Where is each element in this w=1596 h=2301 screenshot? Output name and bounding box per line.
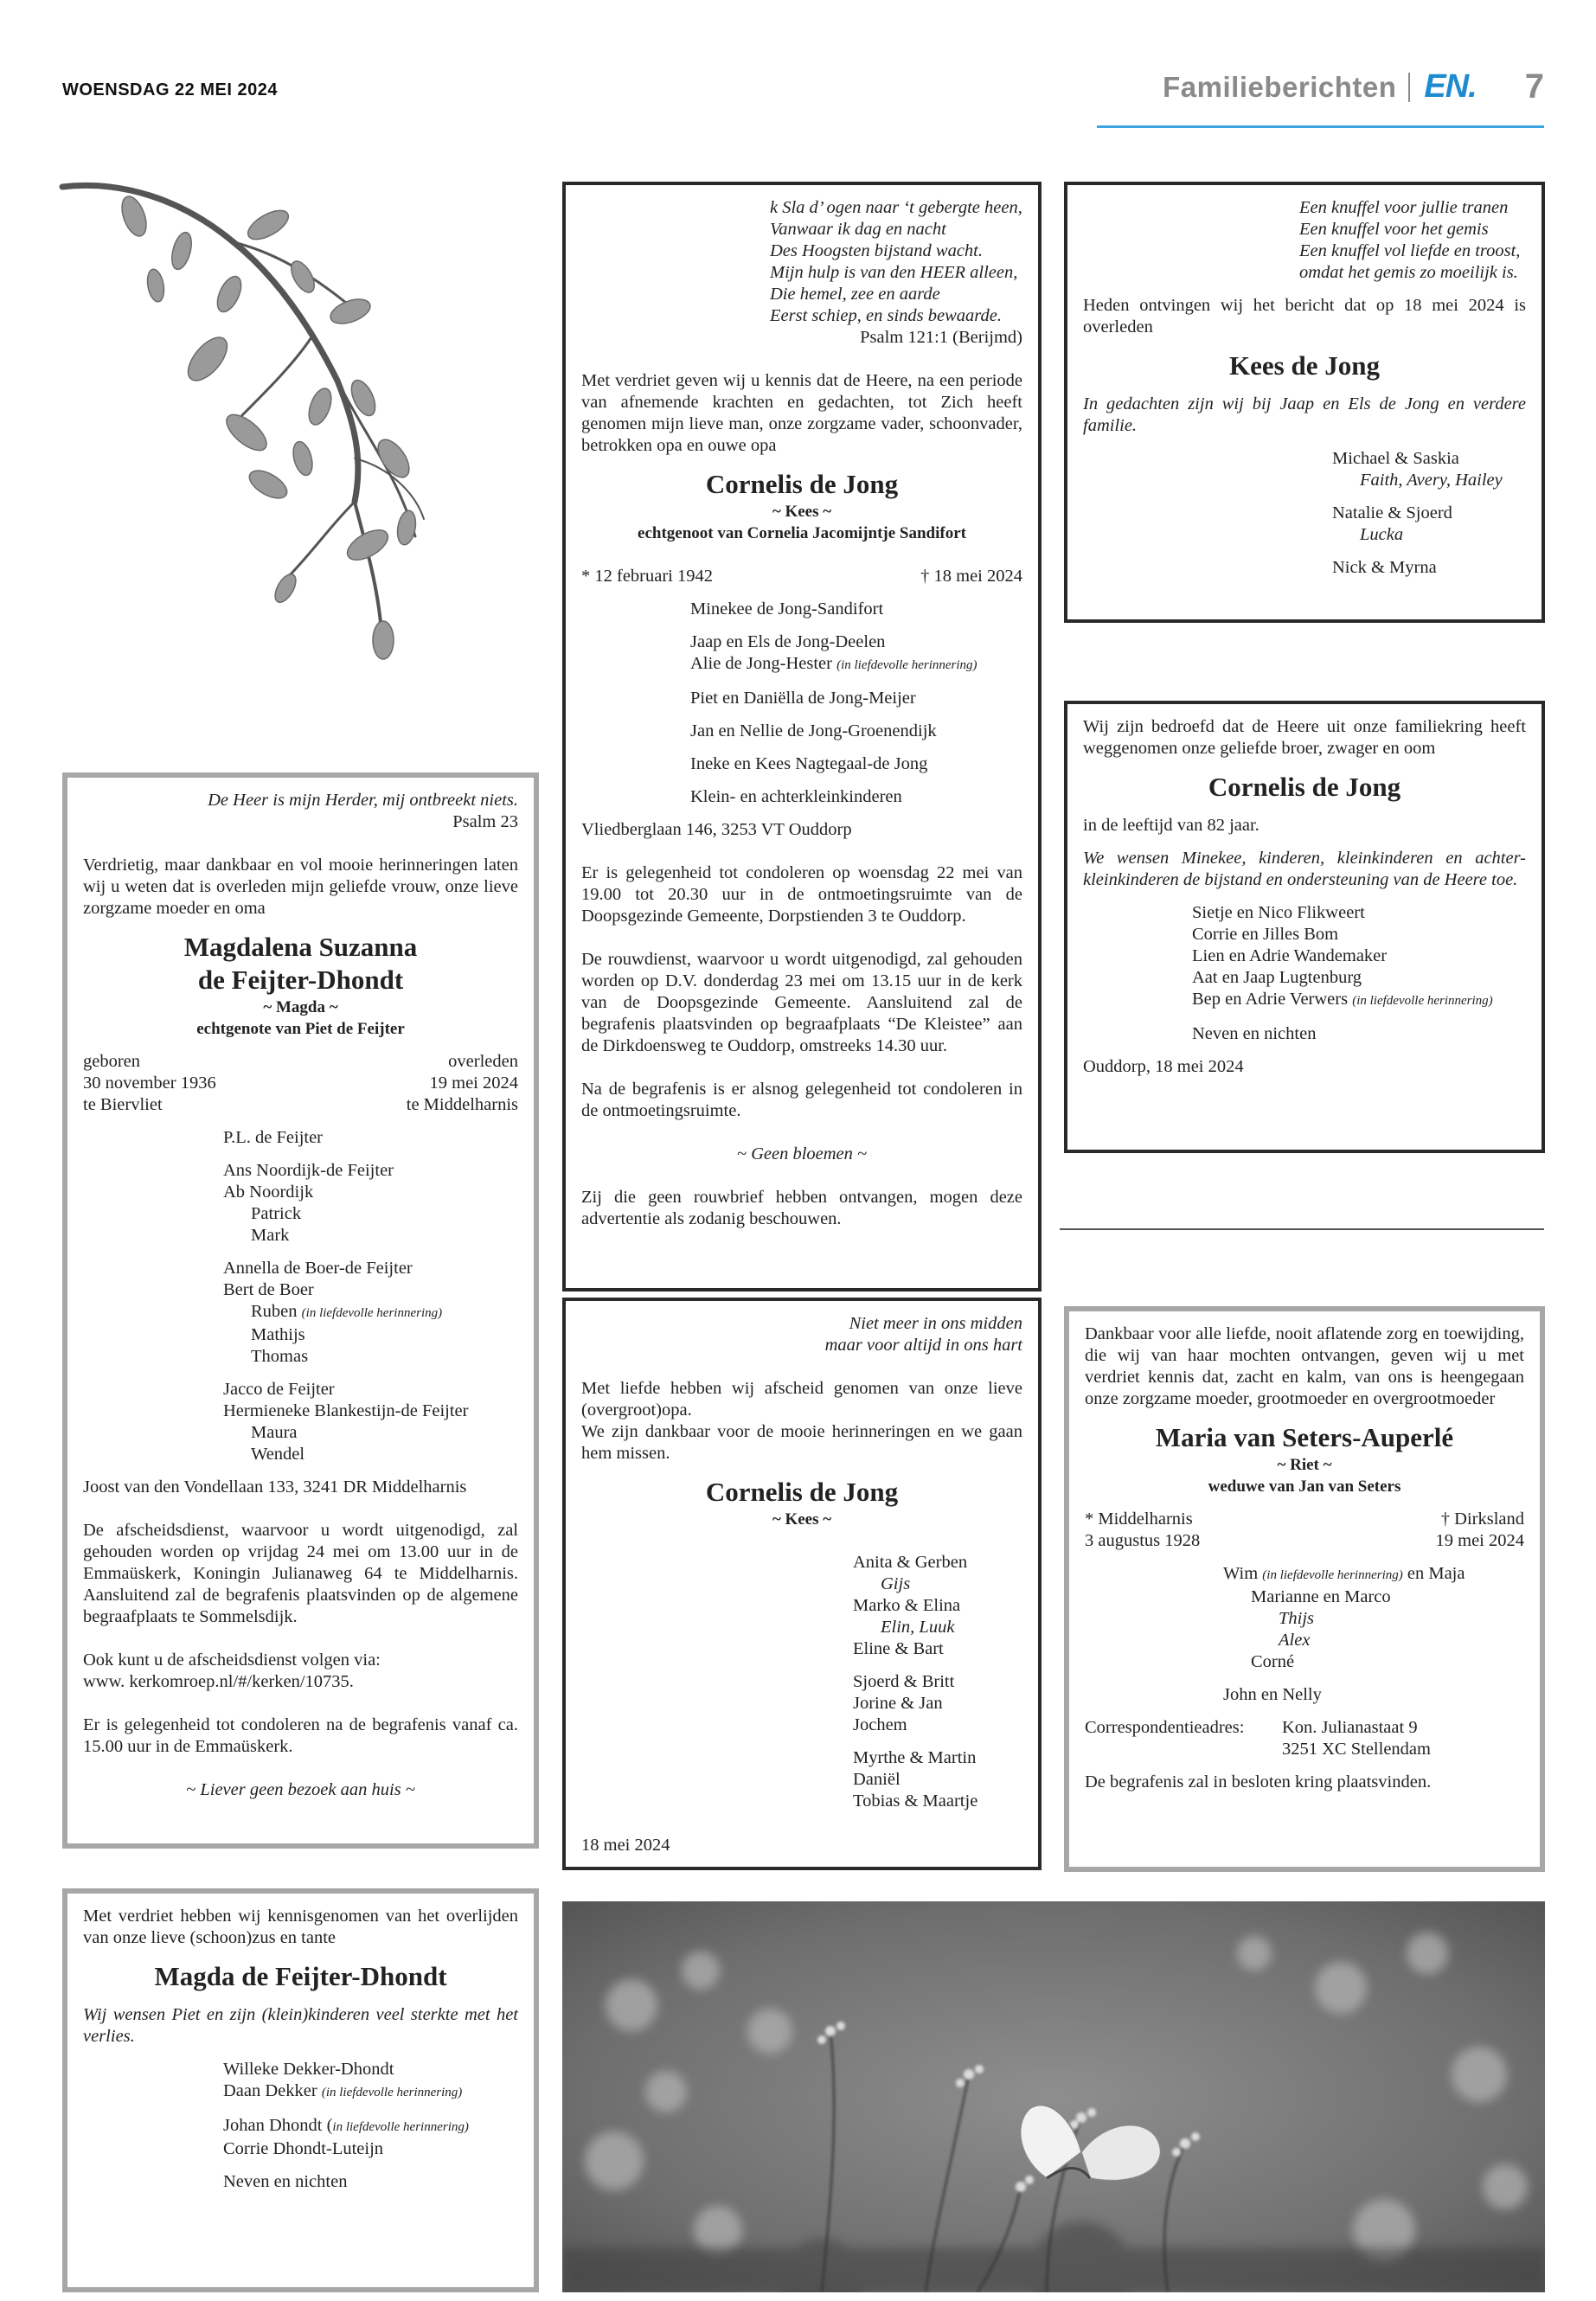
correspondence-line: Kon. Julianastaat 9 [1282,1718,1418,1737]
psalm-source: Psalm 121:1 (Berijmd) [860,328,1022,347]
family-line: Wendel [251,1445,305,1464]
family-list [690,599,1022,808]
memorial-note: (in liefdevolle herinnering) [1262,1568,1403,1582]
family-line: Thijs [1279,1609,1315,1628]
died-date: 19 mei 2024 [429,1074,518,1093]
flowers-note: ~ Geen bloemen ~ [736,1144,868,1163]
family-line: Elin, Luuk [881,1618,955,1637]
deceased-name: Magdalena Suzanna [183,932,418,962]
closing-text: ~ Liever geen bezoek aan huis ~ [186,1780,415,1799]
correspondence [1085,1717,1524,1760]
family-line: Annella de Boer-de Feijter [223,1259,413,1278]
family-list [853,1552,1022,1812]
quote-line: De Heer is mijn Herder, mij ontbreekt niets. [208,791,518,810]
family-line: Lucka [1360,525,1404,544]
family-line: Michael & Saskia [1332,449,1459,468]
quote-line: Een knuffel voor het gemis [1299,220,1489,239]
family-line: Ans Noordijk-de Feijter [223,1161,394,1180]
column-divider [1060,1228,1544,1230]
section-title: Familieberichten [1163,71,1397,103]
memorial-note: (in liefdevolle herinnering) [1352,994,1493,1008]
family-line: Nick & Myrna [1332,558,1437,577]
spouse-line: echtgenoot van Cornelia Jacomijntje Sandifort [638,524,966,542]
family-line: Lien en Adrie Wandemaker [1192,946,1388,965]
ad-cornelis-family [1064,701,1545,1153]
family-line: Jochem [853,1715,907,1734]
deceased-name: Magda de Feijter-Dhondt [154,1961,447,1991]
family-list [1223,1563,1524,1706]
family-line: Klein- en achterkleinkinderen [690,787,902,806]
quote-line: Niet meer in ons midden [849,1314,1022,1333]
correspondence-line: 3251 XC Stellendam [1282,1740,1431,1759]
intro-text: Met verdriet hebben wij kennisgenomen van het overlijden van onze lieve (schoon)zus en tante [83,1907,518,1947]
family-line: Corné [1251,1652,1295,1671]
nickname: ~ Riet ~ [1277,1456,1332,1474]
family-line: Marianne en Marco [1251,1587,1391,1606]
family-line [1192,989,1526,1012]
family-line: Jorine & Jan [853,1694,943,1713]
ad-kees [1064,182,1545,623]
family-line: John en Nelly [1223,1685,1322,1704]
died-label: overleden [448,1052,518,1071]
family-line: P.L. de Feijter [223,1128,324,1147]
intro-text: Dankbaar voor alle liefde, nooit aflatende zorg en toewijding, die wij van haar mochten ontvangen, geven wij u met verdriet kennis dat, zacht en kalm, van ons is heengegaan onze zorgzame moeder, grootmoeder en overgrootmoeder [1085,1324,1524,1408]
header-right [1163,67,1544,106]
family-name: en Maja [1407,1564,1465,1583]
family-line: Sjoerd & Britt [853,1672,955,1691]
service-text: De afscheidsdienst, waarvoor u wordt uitgenodigd, zal gehouden worden op vrijdag 24 mei om 13.00 uur in de Emmaüskerk, Koningin Julianaweg 64 te Middelharnis. Aansluitend zal de begrafenis plaatsvinden op de algemene begraafplaats te Sommelsdijk. [83,1521,518,1626]
family-name: Alie de Jong-Hester [690,654,832,673]
family-line: Ineke en Kees Nagtegaal-de Jong [690,754,928,773]
family-line: Piet en Daniëlla de Jong-Meijer [690,689,916,708]
ad-magda-dhondt [62,1888,539,2292]
intro-text: Wij zijn bedroefd dat de Heere uit onze familiekring heeft weggenomen onze geliefde broer, zwager en oom [1083,717,1526,758]
intro-text: Met liefde hebben wij afscheid genomen van onze lieve (overgroot)opa. We zijn dankbaar voor de mooie herinneringen en we gaan hem missen. [581,1379,1022,1463]
poem-line: Eerst schiep, en sinds bewaarde. [770,306,1002,325]
family-line: Neven en nichten [223,2172,348,2191]
family-line: Jaap en Els de Jong-Deelen [690,632,886,651]
family-line [251,1301,518,1324]
deceased-name: Cornelis de Jong [705,1477,899,1507]
died-date: 19 mei 2024 [1435,1531,1524,1550]
ad-cornelis-grandchildren [562,1298,1042,1870]
born-date: 30 november 1936 [83,1074,216,1093]
butterfly-photo-image [562,1901,1545,2292]
family-line: Faith, Avery, Hailey [1360,471,1503,490]
family-line: Eline & Bart [853,1639,944,1658]
quote [1299,197,1526,284]
family-line [1223,1563,1524,1586]
deceased-name: Maria van Seters-Auperlé [1155,1422,1454,1452]
family-line [223,2115,518,2138]
page-number: 7 [1524,67,1544,106]
online-text: Ook kunt u de afscheidsdienst volgen via: [83,1650,381,1670]
ad-cornelis-main [562,182,1042,1292]
poem [770,197,1022,327]
ad-magdalena [62,772,539,1849]
family-line [223,2080,518,2104]
family-line: Aat en Jaap Lugtenburg [1192,968,1362,987]
address: Vliedberglaan 146, 3253 VT Ouddorp [581,820,852,839]
deceased-name: Cornelis de Jong [1208,772,1401,802]
family-line [690,653,1022,676]
butterfly-photo [562,1901,1545,2292]
quote-line: maar voor altijd in ons hart [824,1336,1022,1355]
closing-text: Zij die geen rouwbrief hebben ontvangen, mogen deze advertentie als zodanig beschouwen. [581,1188,1022,1228]
dates-row [83,1051,518,1116]
branch-illustration [52,173,433,735]
born-date: 3 augustus 1928 [1085,1531,1201,1550]
quote-line: Een knuffel vol liefde en troost, [1299,241,1521,260]
born-date: * 12 februari 1942 [581,567,713,586]
condolence-text: Er is gelegenheid tot condoleren na de begrafenis vanaf ca. 15.00 uur in de Emmaüskerk. [83,1715,518,1756]
deceased-name: Kees de Jong [1229,350,1380,381]
online-link: www. kerkomroep.nl/#/kerken/10735. [83,1672,354,1691]
family-name: Johan Dhondt ( [223,2116,333,2135]
memorial-note: (in liefdevolle herinnering) [321,2086,463,2099]
place-date: Ouddorp, 18 mei 2024 [1083,1057,1244,1076]
died-place: † Dirksland [1440,1509,1524,1529]
family-line: Gijs [881,1574,911,1593]
born-place: * Middelharnis [1085,1509,1193,1529]
family-line: Hermieneke Blankestijn-de Feijter [223,1401,469,1420]
nickname: ~ Kees ~ [772,1510,832,1529]
wish-text: In gedachten zijn wij bij Jaap en Els de Jong en verdere familie. [1083,394,1526,435]
intro-text: Heden ontvingen wij het bericht dat op 18 mei 2024 is overleden [1083,296,1526,336]
wish-text: We wensen Minekee, kinderen, kleinkinderen en achter-kleinkinderen de bijstand en ondersteuning van de Heere toe. [1083,849,1526,889]
deceased-surname: de Feijter-Dhondt [197,965,404,995]
family-list [1332,448,1526,579]
family-line: Corrie en Jilles Bom [1192,925,1339,944]
family-line: Minekee de Jong-Sandifort [690,599,884,619]
quote-line: Een knuffel voor jullie tranen [1299,198,1509,217]
family-line: Bert de Boer [223,1280,314,1299]
poem-line: k Sla d’ ogen naar ‘t gebergte heen, [770,198,1022,217]
header-separator [1408,73,1410,102]
quote-line: omdat het gemis zo moeilijk is. [1299,263,1518,282]
intro-text: Met verdriet geven wij u kennis dat de Heere, na een periode van afnemende krachten en gedachten, tot Zich heeft genomen mijn lieve man, onze zorgzame vader, schoonvader, betrokken opa en ouwe opa [581,371,1022,455]
born-place: te Biervliet [83,1095,163,1114]
ad-maria [1064,1306,1545,1872]
family-line: Ab Noordijk [223,1183,314,1202]
memorial-note: in liefdevolle herinnering) [332,2120,469,2134]
deceased-name: Cornelis de Jong [705,469,899,499]
family-name: Bep en Adrie Verwers [1192,990,1349,1009]
family-line: Willeke Dekker-Dhondt [223,2060,394,2079]
died-place: te Middelharnis [406,1095,518,1114]
family-line: Alex [1279,1631,1311,1650]
memorial-note: (in liefdevolle herinnering) [836,658,977,672]
family-line: Patrick [251,1204,302,1223]
family-line: Mark [251,1226,290,1245]
memorial-note: (in liefdevolle herinnering) [301,1306,443,1320]
poem-line: Die hemel, zee en aarde [770,285,940,304]
died-date: † 18 mei 2024 [920,567,1022,586]
born-label: geboren [83,1052,141,1071]
ad-date: 18 mei 2024 [581,1836,670,1855]
family-name: Ruben [251,1302,298,1321]
nickname: ~ Magda ~ [263,998,338,1016]
service-text: De rouwdienst, waarvoor u wordt uitgenodigd, zal gehouden worden op D.V. donderdag 23 mei om 13.15 uur in de kerk van de Doopsgezinde Gemeente. Aansluitend zal de begrafenis plaatsvinden op begraafplaats “De Kleistee” aan de Dirkdoensweg te Ouddorp, omstreeks 14.30 uur. [581,950,1022,1055]
family-line: Tobias & Maartje [853,1791,978,1811]
quote-source: Psalm 23 [452,812,518,831]
family-line: Daniël [853,1770,901,1789]
poem-line: Des Hoogsten bijstand wacht. [770,241,983,260]
family-line: Corrie Dhondt-Luteijn [223,2139,384,2158]
family-line: Natalie & Sjoerd [1332,503,1452,522]
header-rule [1097,125,1544,128]
closing-text: De begrafenis zal in besloten kring plaatsvinden. [1085,1772,1432,1791]
condolence-text: Er is gelegenheid tot condoleren op woensdag 22 mei van 19.00 tot 20.30 uur in de ontmoetingsruimte van de Doopsgezinde Gemeente, Dorpstienden 3 te Ouddorp. [581,863,1022,926]
family-list [1192,902,1526,1045]
intro-text: Verdrietig, maar dankbaar en vol mooie herinneringen laten wij u weten dat is overleden mijn geliefde vrouw, onze lieve zorgzame moeder en oma [83,856,518,918]
address: Joost van den Vondellaan 133, 3241 DR Middelharnis [83,1477,467,1497]
wish-text: Wij wensen Piet en zijn (klein)kinderen veel sterkte met het verlies. [83,2005,518,2046]
family-name: Wim [1223,1564,1259,1583]
family-line: Marko & Elina [853,1596,961,1615]
age-text: in de leeftijd van 82 jaar. [1083,816,1259,835]
nickname: ~ Kees ~ [772,503,832,521]
poem-line: Mijn hulp is van den HEER alleen, [770,263,1018,282]
family-line: Thomas [251,1347,309,1366]
family-line: Jan en Nellie de Jong-Groenendijk [690,721,937,740]
header-date: WOENSDAG 22 MEI 2024 [62,80,278,99]
en-logo: EN. [1424,68,1477,105]
family-name: Daan Dekker [223,2081,317,2100]
family-line: Sietje en Nico Flikweert [1192,903,1365,922]
family-line: Maura [251,1423,298,1442]
correspondence-label: Correspondentieadres: [1085,1718,1245,1737]
poem-line: Vanwaar ik dag en nacht [770,220,946,239]
dates-row [581,566,1022,587]
family-line: Myrthe & Martin [853,1748,977,1767]
family-line: Anita & Gerben [853,1553,968,1572]
family-line: Neven en nichten [1192,1024,1317,1043]
family-line: Mathijs [251,1325,305,1344]
dates-row [1085,1509,1524,1552]
family-line: Jacco de Feijter [223,1380,335,1399]
spouse-line: weduwe van Jan van Seters [1208,1477,1401,1496]
spouse-line: echtgenote van Piet de Feijter [196,1020,405,1038]
after-text: Na de begrafenis is er alsnog gelegenheid tot condoleren in de ontmoetingsruimte. [581,1080,1022,1120]
